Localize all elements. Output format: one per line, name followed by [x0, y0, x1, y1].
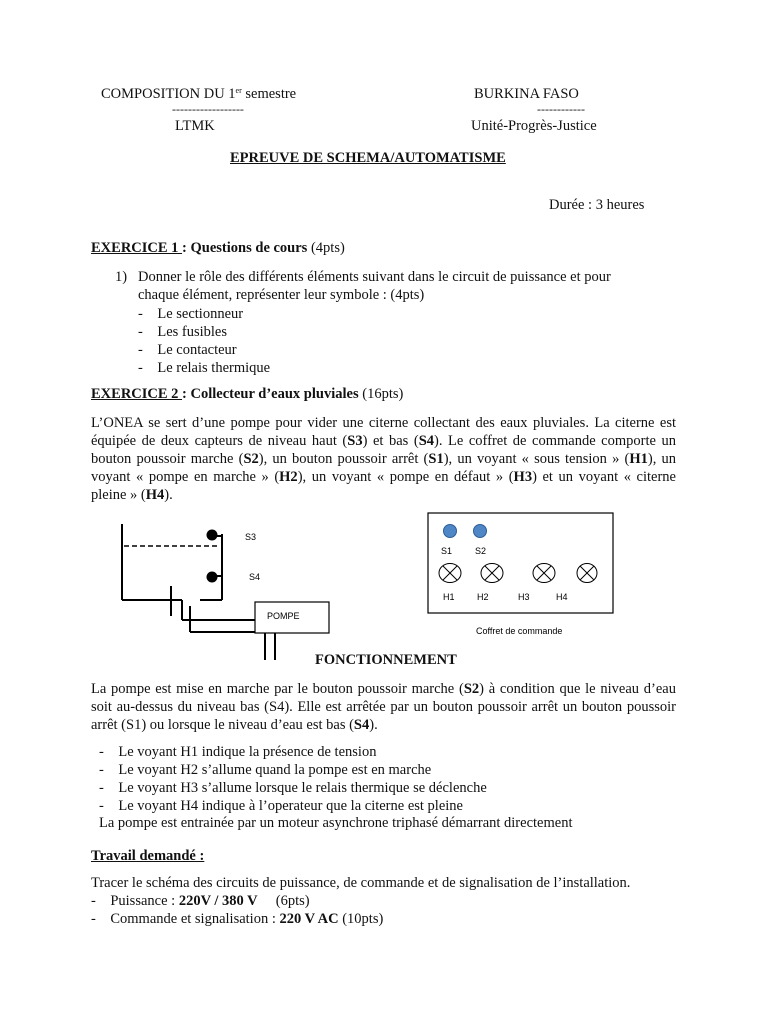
button-s1-icon — [444, 525, 457, 538]
lamp-h3-label: H3 — [518, 592, 530, 602]
button-s1-label: S1 — [441, 546, 453, 556]
fonctionnement-title: FONCTIONNEMENT — [315, 652, 457, 668]
lamp-h4-label: H4 — [556, 592, 568, 602]
list-item: - Le relais thermique — [138, 360, 271, 376]
fonctionnement-paragraph: La pompe est mise en marche par le bouton poussoir marche (S2) à condition que le niveau d’eau soit au-dessus du niveau bas (S4). Elle est arrêtée par un bouton poussoir arrêt un bouton poussoir arrêt (S1) ou lorsque le niveau d’eau est bas (S4). — [91, 681, 676, 733]
sensor-s4-icon — [207, 572, 218, 583]
header-right-motto: Unité-Progrès-Justice — [471, 118, 597, 134]
travail-intro: Tracer le schéma des circuits de puissance, de commande et de signalisation de l’installation. — [91, 875, 631, 891]
header-left-school: LTMK — [175, 118, 215, 134]
header-right-country: BURKINA FASO — [474, 86, 579, 102]
ex1-q-number: 1) — [115, 269, 128, 285]
header-left-line1: COMPOSITION DU 1er semestre — [101, 86, 297, 102]
panel-caption: Coffret de commande — [476, 626, 563, 636]
list-item: - Le voyant H2 s’allume quand la pompe est en marche — [99, 762, 432, 778]
list-item: - Les fusibles — [138, 324, 228, 340]
header-left-dashes: ------------------ — [172, 102, 244, 116]
duration: Durée : 3 heures — [549, 197, 645, 213]
list-item: - Le sectionneur — [138, 306, 244, 322]
list-item: - Commande et signalisation : 220 V AC (10pts) — [91, 911, 384, 927]
lamp-h1-label: H1 — [443, 592, 455, 602]
page-title: EPREUVE DE SCHEMA/AUTOMATISME — [230, 150, 506, 166]
pump-label: POMPE — [267, 611, 300, 621]
lamp-h3-icon — [533, 564, 555, 583]
tank-diagram — [100, 516, 360, 664]
list-item: - Le voyant H1 indique la présence de tension — [99, 744, 377, 760]
list-item: - Le voyant H4 indique à l’operateur que la citerne est pleine — [99, 798, 463, 814]
sensor-s3-icon — [207, 530, 218, 541]
ex1-heading: EXERCICE 1 : Questions de cours (4pts) — [91, 240, 345, 256]
ex1-q-line2: chaque élément, représenter leur symbole : (4pts) — [138, 287, 425, 303]
list-item: - Le voyant H3 s’allume lorsque le relais thermique se déclenche — [99, 780, 487, 796]
ex2-intro: L’ONEA se sert d’une pompe pour vider une citerne collectant des eaux pluviales. La citerne est équipée de deux capteurs de niveau haut (S3) et bas (S4). Le coffret de commande comporte un bouton poussoir marche (S2), un bouton poussoir arrêt (S1), un voyant « sous tension » (H1), un voyant « pompe en marche » (H2), un voyant « pompe en défaut » (H3) et un voyant « citerne pleine » (H4). — [91, 415, 676, 503]
lamp-h4-icon — [577, 564, 597, 583]
travail-title: Travail demandé : — [91, 848, 205, 864]
button-s2-label: S2 — [475, 546, 487, 556]
sensor-s4-label: S4 — [249, 572, 261, 582]
motor-line: La pompe est entrainée par un moteur asynchrone triphasé démarrant directement — [99, 815, 573, 831]
control-panel — [426, 511, 618, 641]
list-item: - Puissance : 220V / 380 V (6pts) — [91, 893, 310, 909]
lamp-h1-icon — [439, 564, 461, 583]
header-right-dashes: ------------ — [537, 102, 585, 116]
button-s2-icon — [474, 525, 487, 538]
lamp-h2-label: H2 — [477, 592, 489, 602]
ex1-q-line1: Donner le rôle des différents éléments suivant dans le circuit de puissance et pour — [138, 269, 611, 285]
list-item: - Le contacteur — [138, 342, 237, 358]
ex2-heading: EXERCICE 2 : Collecteur d’eaux pluviales (16pts) — [91, 386, 404, 402]
sensor-s3-label: S3 — [245, 532, 257, 542]
lamp-h2-icon — [481, 564, 503, 583]
